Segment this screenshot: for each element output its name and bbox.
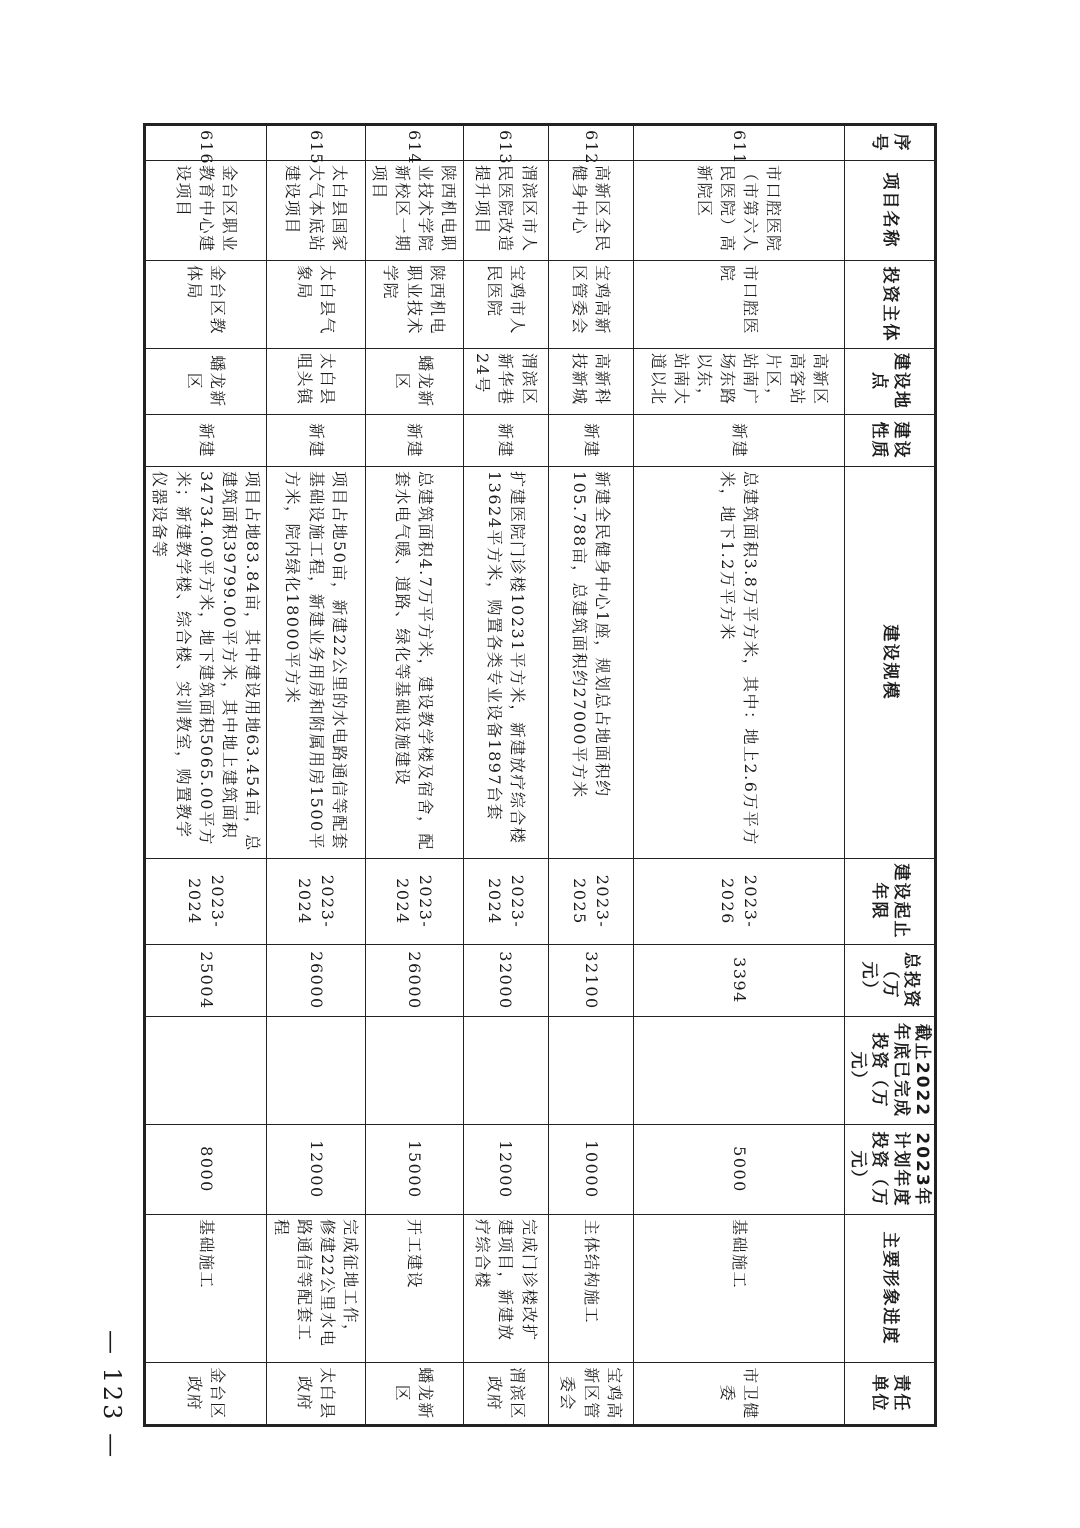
cell-location: 高新区高客站片区，站南广场东路以东，站南大道以北 <box>634 349 845 415</box>
cell-progress: 开工建设 <box>365 1215 463 1363</box>
cell-name: 市口腔医院（市第六人民医院）高新院区 <box>634 161 845 261</box>
cell-period: 2023-2024 <box>267 859 365 945</box>
cell-investor: 太白县气象局 <box>267 261 365 349</box>
cell-nature: 新建 <box>634 415 845 467</box>
cell-total: 26000 <box>365 945 463 1017</box>
header-location: 建设地点 <box>845 349 936 415</box>
cell-no: 612 <box>548 125 633 161</box>
header-plan2023: 2023年计划年度投资（万元） <box>845 1125 936 1215</box>
cell-nature: 新建 <box>548 415 633 467</box>
cell-plan2023: 5000 <box>634 1125 845 1215</box>
header-unit: 责任单位 <box>845 1363 936 1426</box>
cell-done <box>463 1017 548 1125</box>
cell-progress: 基础施工 <box>634 1215 845 1363</box>
header-done: 截止2022年底已完成投资（万元） <box>845 1017 936 1125</box>
cell-plan2023: 8000 <box>145 1125 267 1215</box>
cell-investor: 市口腔医院 <box>634 261 845 349</box>
cell-total: 32000 <box>463 945 548 1017</box>
header-investor: 投资主体 <box>845 261 936 349</box>
cell-done <box>267 1017 365 1125</box>
cell-nature: 新建 <box>365 415 463 467</box>
cell-unit: 宝鸡高新区管委会 <box>548 1363 633 1426</box>
cell-location: 蟠龙新区 <box>145 349 267 415</box>
cell-name: 高新区全民健身中心 <box>548 161 633 261</box>
cell-period: 2023-2024 <box>463 859 548 945</box>
cell-nature: 新建 <box>145 415 267 467</box>
cell-investor: 金台区教体局 <box>145 261 267 349</box>
cell-done <box>365 1017 463 1125</box>
header-nature: 建设性质 <box>845 415 936 467</box>
cell-progress: 完成征地工作，修建22公里水电路通信等配套工程 <box>267 1215 365 1363</box>
cell-period: 2023-2024 <box>145 859 267 945</box>
table-row <box>145 125 267 1426</box>
cell-scale: 项目占地50亩，新建22公里的水电路通信等配套基础设施工程，新建业务用房和附属用房1500平方米，院内绿化18000平方米 <box>267 467 365 859</box>
cell-progress: 完成门诊楼改扩建项目，新建放疗综合楼 <box>463 1215 548 1363</box>
cell-total: 25004 <box>145 945 267 1017</box>
cell-done <box>634 1017 845 1125</box>
cell-name: 陕西机电职业技术学院新校区一期项目 <box>365 161 463 261</box>
cell-period: 2023-2024 <box>365 859 463 945</box>
cell-total: 26000 <box>267 945 365 1017</box>
cell-period: 2023-2026 <box>634 859 845 945</box>
cell-no: 616 <box>145 125 267 161</box>
cell-name: 渭滨区市人民医院改造提升项目 <box>463 161 548 261</box>
table-row <box>548 125 633 1426</box>
cell-no: 615 <box>267 125 365 161</box>
cell-progress: 基础施工 <box>145 1215 267 1363</box>
table-row <box>634 125 845 1426</box>
cell-period: 2023-2025 <box>548 859 633 945</box>
cell-name: 金台区职业教育中心建设项目 <box>145 161 267 261</box>
cell-scale: 扩建医院门诊楼10231平方米，新建放疗综合楼13624平方米，购置各类专业设备1897台套 <box>463 467 548 859</box>
cell-plan2023: 12000 <box>463 1125 548 1215</box>
cell-plan2023: 15000 <box>365 1125 463 1215</box>
cell-investor: 宝鸡市人民医院 <box>463 261 548 349</box>
cell-nature: 新建 <box>267 415 365 467</box>
cell-unit: 太白县政府 <box>267 1363 365 1426</box>
cell-plan2023: 12000 <box>267 1125 365 1215</box>
cell-location: 高新科技新城 <box>548 349 633 415</box>
table-row <box>463 125 548 1426</box>
cell-no: 614 <box>365 125 463 161</box>
cell-progress: 主体结构施工 <box>548 1215 633 1363</box>
cell-location: 蟠龙新区 <box>365 349 463 415</box>
cell-scale: 总建筑面积4.7万平方米，建设教学楼及宿舍，配套水电气暖、道路、绿化等基础设施建设 <box>365 467 463 859</box>
cell-total: 32100 <box>548 945 633 1017</box>
cell-done <box>548 1017 633 1125</box>
cell-scale: 项目占地83.84亩，其中建设用地63.454亩，总建筑面积39799.00平方米，其中地上建筑面积34734.00平方米，地下建筑面积5065.00平方米；新建教学楼、综合楼、实训教室，购置教学仪器设备等 <box>145 467 267 859</box>
cell-no: 613 <box>463 125 548 161</box>
header-total: 总投资（万元） <box>845 945 936 1017</box>
cell-location: 太白县咀头镇 <box>267 349 365 415</box>
cell-plan2023: 10000 <box>548 1125 633 1215</box>
table-row <box>267 125 365 1426</box>
cell-name: 太白县国家大气本底站建设项目 <box>267 161 365 261</box>
header-name: 项目名称 <box>845 161 936 261</box>
header-progress: 主要形象进度 <box>845 1215 936 1363</box>
header-no: 序号 <box>845 125 936 161</box>
page-number: — 123 — <box>98 1330 126 1461</box>
cell-nature: 新建 <box>463 415 548 467</box>
cell-total: 3394 <box>634 945 845 1017</box>
cell-unit: 金台区政府 <box>145 1363 267 1426</box>
header-period: 建设起止年限 <box>845 859 936 945</box>
cell-scale: 新建全民健身中心1座，规划总占地面积约105.788亩，总建筑面积约27000平方米 <box>548 467 633 859</box>
cell-investor: 陕西机电职业技术学院 <box>365 261 463 349</box>
cell-unit: 渭滨区政府 <box>463 1363 548 1426</box>
header-scale: 建设规模 <box>845 467 936 859</box>
cell-unit: 蟠龙新区 <box>365 1363 463 1426</box>
cell-location: 渭滨区新华巷24号 <box>463 349 548 415</box>
cell-investor: 宝鸡高新区管委会 <box>548 261 633 349</box>
table-row <box>365 125 463 1426</box>
rotated-table-frame <box>143 123 937 1420</box>
cell-unit: 市卫健委 <box>634 1363 845 1426</box>
cell-no: 611 <box>634 125 845 161</box>
cell-done <box>145 1017 267 1125</box>
cell-scale: 总建筑面积3.8万平方米，其中：地上2.6万平方米，地下1.2万平方米 <box>634 467 845 859</box>
project-table <box>143 123 937 1427</box>
header-row <box>845 125 936 1426</box>
